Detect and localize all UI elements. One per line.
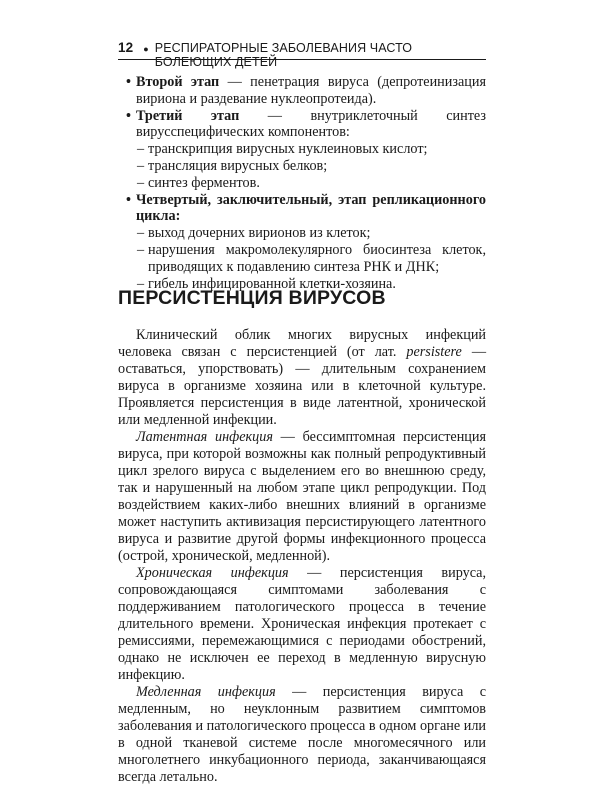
running-title: РЕСПИРАТОРНЫЕ ЗАБОЛЕВАНИЯ ЧАСТО БОЛЕЮЩИХ ДЕТЕЙ xyxy=(154,41,413,69)
term-slow-infection: Медленная инфекция xyxy=(136,684,276,700)
list-item xyxy=(118,108,486,142)
running-header xyxy=(118,40,486,69)
paragraph-latent xyxy=(118,429,486,565)
dash-icon: – xyxy=(137,225,145,242)
replication-stages-list xyxy=(118,74,486,292)
list-item xyxy=(118,225,486,242)
paragraph-slow xyxy=(118,684,486,786)
list-item xyxy=(118,175,486,192)
dash-icon: – xyxy=(137,174,145,191)
sub-item-text: трансляция вирусных белков; xyxy=(148,157,328,174)
sub-item-text: синтез ферментов. xyxy=(148,174,260,191)
list-item xyxy=(118,141,486,158)
term-latent-infection: Латентная инфекция xyxy=(136,429,273,445)
sub-item-text: транскрипция вирусных нуклеиновых кислот; xyxy=(148,141,428,158)
latin-term: persistere xyxy=(406,344,462,360)
page-number: 12 xyxy=(118,40,134,55)
list-item xyxy=(118,242,486,276)
paragraph-text: — оставаться, упорствовать) — длительным сохранением вируса в организме хозяина или в клеточной культуре. Проявляется персистенция в виде латентной, хронической или медленной инфекции. xyxy=(118,344,486,428)
sub-item-text: нарушения макромолекулярного биосинтеза клеток, приводящих к подавлению синтеза РНК и ДНК; xyxy=(148,241,486,275)
paragraph-chronic xyxy=(118,565,486,684)
sub-item-text: выход дочерних вирионов из клеток; xyxy=(148,225,371,242)
list-item xyxy=(118,158,486,175)
stage-term: Четвертый, заключительный, этап репликационного цикла: xyxy=(136,191,486,225)
term-chronic-infection: Хроническая инфекция xyxy=(136,565,289,581)
stage-text: — пенетрация вируса (депротеинизация вириона и раздевание нуклеопротеида). xyxy=(136,74,486,107)
section-title: ПЕРСИСТЕНЦИЯ ВИРУСОВ xyxy=(118,287,386,309)
dash-icon: – xyxy=(137,241,145,258)
bullet-icon: • xyxy=(126,107,131,124)
header-bullet-icon: ● xyxy=(143,44,149,54)
paragraph-text: — бессимптомная персистенция вируса, при которой возможны как полный репродуктивный цикл зрелого вируса с выделением его во внешнюю среду, так и нарушенный на любом этапе цикл репродукции. Под воздействием каких-либо внешних влияний в организме может наступить активизация персистирующего латентного вируса и развитие другой формы инфекционного процесса (острой, хронической, медленной). xyxy=(118,429,487,564)
section-body xyxy=(118,327,486,786)
paragraph-intro xyxy=(118,327,486,429)
sub-item-text: гибель инфицированной клетки-хозяина. xyxy=(148,275,396,292)
header-rule xyxy=(118,59,486,60)
paragraph-text: — персистенция вируса с медленным, но неуклонным развитием симптомов заболевания и патологического процесса в одном органе или в одной тканевой системе после многомесячного или многолетнего инкубационного периода, заканчивающаяся всегда летально. xyxy=(118,684,487,785)
stage-term: Третий этап xyxy=(136,107,240,124)
list-item xyxy=(118,74,486,108)
dash-icon: – xyxy=(137,141,145,158)
bullet-icon: • xyxy=(126,74,131,90)
dash-icon: – xyxy=(137,157,145,174)
paragraph-text: — персистенция вируса, сопровождающаяся симптомами заболевания с поддерживанием патологического процесса в течение длительного времени. Хроническая инфекция протекает с ремиссиями, перемежающимися с периодами обострений, однако не исключен ее переход в медленную вирусную инфекцию. xyxy=(118,565,487,683)
dash-icon: – xyxy=(137,275,145,292)
bullet-icon: • xyxy=(126,191,131,208)
paragraph-text: Клинический облик многих вирусных инфекций человека связан с персистенцией (от лат. xyxy=(118,327,486,360)
stage-text: — внутриклеточный синтез вирусспецифических компонентов: xyxy=(136,107,486,141)
stage-term: Второй этап xyxy=(136,74,220,90)
list-item xyxy=(118,192,486,226)
